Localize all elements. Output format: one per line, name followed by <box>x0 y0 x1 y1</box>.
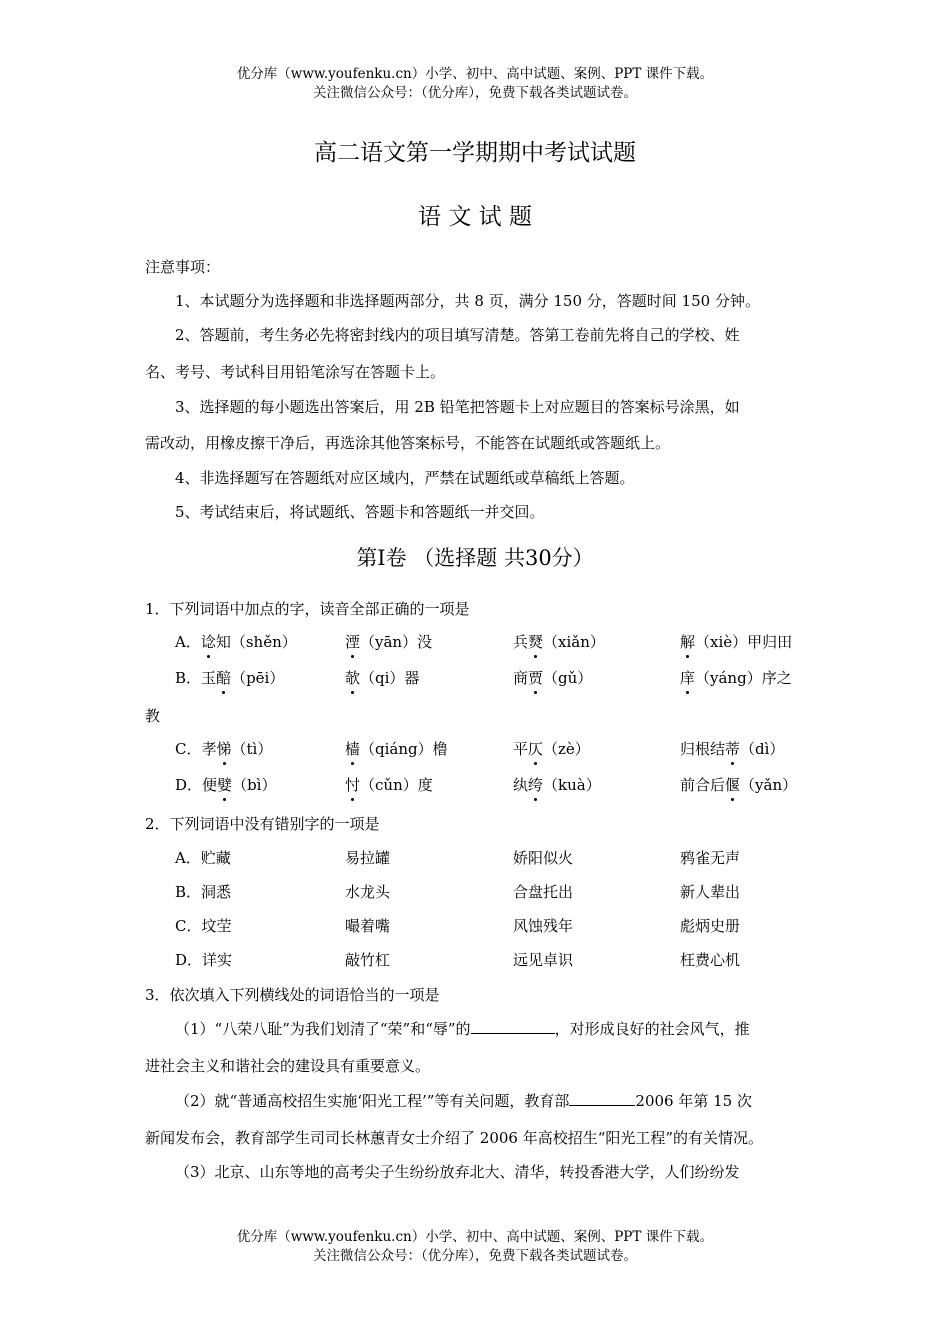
option-label: A． <box>175 633 201 651</box>
dotted-char: 偃 <box>725 776 741 794</box>
q1-stem: 1．下列词语中加点的字，读音全部正确的一项是 <box>145 600 470 618</box>
q3-sentence-1-line-2: 进社会主义和谐社会的建设具有重要意义。 <box>145 1057 431 1075</box>
option-label: D． <box>175 776 203 794</box>
dotted-char: 湮 <box>345 633 361 651</box>
note-2-line-1: 2、答题前，考生务必先将密封线内的项目填写清楚。答第工卷前先将自己的学校、姓 <box>175 326 740 344</box>
section-1-title: 第Ⅰ卷 （选择题 共30分） <box>356 546 594 570</box>
q3-sentence-1-line-1: （1）“八荣八耻”为我们划清了“荣”和“辱”的 ，对形成良好的社会风气，推 <box>175 1020 750 1038</box>
q1-d-word-2: 忖（cǔn）度 <box>345 776 433 794</box>
dotted-char: 贾 <box>528 669 544 687</box>
q2-b-label: B．洞悉 <box>175 883 232 901</box>
q2-a-word-2: 易拉罐 <box>345 849 391 867</box>
q1-a-word-4: 解（xiè）甲归田 <box>680 633 793 651</box>
word-post: 知（shěn） <box>215 633 297 651</box>
q3-stem: 3．依次填入下列横线处的词语恰当的一项是 <box>145 986 440 1004</box>
footer-line-2: 关注微信公众号：（优分库），免费下载各类试题试卷。 <box>313 1248 637 1264</box>
q1-b-wrap: 教 <box>145 707 161 725</box>
q1-c-word-4: 归根结蒂（dì） <box>680 740 785 758</box>
note-3-line-1: 3、选择题的每小题选出答案后，用 2B 铅笔把答题卡上对应题目的答案标号涂黑，如 <box>175 398 740 416</box>
q1-a-word-2: 湮（yān）没 <box>345 633 433 651</box>
document-title: 高二语文第一学期期中考试试题 <box>314 140 636 166</box>
q1-a-option <box>175 631 297 652</box>
q1-d-word-3: 纨绔（kuà） <box>513 776 601 794</box>
option-label: C． <box>175 740 202 758</box>
dotted-char: 谂 <box>200 633 216 651</box>
header-line-2: 关注微信公众号：（优分库），免费下载各类试题试卷。 <box>313 85 637 101</box>
footer-line-1: 优分库（www.youfenku.cn）小学、初中、高中试题、案例、PPT 课件下载。 <box>236 1229 714 1245</box>
q3-sentence-3-line-1: （3）北京、山东等地的高考尖子生纷纷放弃北大、清华，转投香港大学，人们纷纷发 <box>175 1163 740 1181</box>
q2-a-label: A．贮藏 <box>175 849 231 867</box>
q1-c-word-3: 平仄（zè） <box>513 740 590 758</box>
q2-a-word-3: 娇阳似火 <box>513 849 574 867</box>
q2-d-word-4: 枉费心机 <box>680 951 741 969</box>
q2-b-word-2: 水龙头 <box>345 883 391 901</box>
q2-stem: 2．下列词语中没有错别字的一项是 <box>145 815 380 833</box>
answer-blank <box>471 1019 555 1034</box>
q2-d-word-2: 敲竹杠 <box>345 951 391 969</box>
dotted-char: 忖 <box>345 776 361 794</box>
q1-d-option: D．便嬖（bì） <box>175 776 277 794</box>
answer-blank <box>569 1091 635 1106</box>
note-2-line-2: 名、考号、考试科目用铅笔涂写在答题卡上。 <box>145 363 446 381</box>
header-line-1: 优分库（www.youfenku.cn）小学、初中、高中试题、案例、PPT 课件下载。 <box>236 66 714 82</box>
document-subtitle: 语 文 试 题 <box>418 204 532 230</box>
q2-a-word-4: 鸦雀无声 <box>680 849 741 867</box>
note-5: 5、考试结束后，将试题纸、答题卡和答题纸一并交回。 <box>175 503 545 521</box>
notes-heading: 注意事项： <box>145 258 221 276</box>
dotted-char: 欹 <box>345 669 361 687</box>
dotted-char: 绔 <box>528 776 544 794</box>
q2-c-label: C．坟茔 <box>175 917 232 935</box>
dotted-char: 嬖 <box>217 776 233 794</box>
q1-b-word-3: 商贾（gǔ） <box>513 669 593 687</box>
q1-c-option: C．孝悌（tì） <box>175 740 273 758</box>
dotted-char: 解 <box>680 633 696 651</box>
q2-b-word-3: 合盘托出 <box>513 883 574 901</box>
dotted-char: 蒂 <box>725 740 741 758</box>
q2-d-label: D．详实 <box>175 951 233 969</box>
note-1: 1、本试题分为选择题和非选择题两部分，共 8 页，满分 150 分，答题时间 150 分钟。 <box>175 292 760 310</box>
dotted-char: 樯 <box>345 740 361 758</box>
q3-sentence-2-line-2: 新闻发布会，教育部学生司司长林蕙青女士介绍了 2006 年高校招生“阳光工程”的有关情况。 <box>145 1129 764 1147</box>
q1-b-option: B．玉醅（pēi） <box>175 669 285 687</box>
q2-c-word-2: 嘬着嘴 <box>345 917 391 935</box>
dotted-char: 庠 <box>680 669 696 687</box>
dotted-char: 燹 <box>528 633 544 651</box>
q1-b-word-2: 欹（qi）器 <box>345 669 420 687</box>
q1-c-word-2: 樯（qiáng）橹 <box>345 740 448 758</box>
dotted-char: 悌 <box>216 740 232 758</box>
q1-d-word-4: 前合后偃（yǎn） <box>680 776 798 794</box>
q2-d-word-3: 远见卓识 <box>513 951 574 969</box>
q2-c-word-3: 风蚀残年 <box>513 917 574 935</box>
q2-c-word-4: 彪炳史册 <box>680 917 741 935</box>
q1-a-word-3: 兵燹（xiǎn） <box>513 633 605 651</box>
note-3-line-2: 需改动，用橡皮擦干净后，再选涂其他答案标号，不能答在试题纸或答题纸上。 <box>145 434 671 452</box>
q2-b-word-4: 新人辈出 <box>680 883 741 901</box>
q1-b-word-4: 庠（yáng）序之 <box>680 669 792 687</box>
option-label: B． <box>175 669 202 687</box>
note-4: 4、非选择题写在答题纸对应区域内，严禁在试题纸或草稿纸上答题。 <box>175 469 635 487</box>
q3-sentence-2-line-1: （2）就“普通高校招生实施‘阳光工程’”等有关问题，教育部 2006 年第 15 次 <box>175 1092 752 1110</box>
dotted-char: 醅 <box>216 669 232 687</box>
dotted-char: 仄 <box>528 740 544 758</box>
